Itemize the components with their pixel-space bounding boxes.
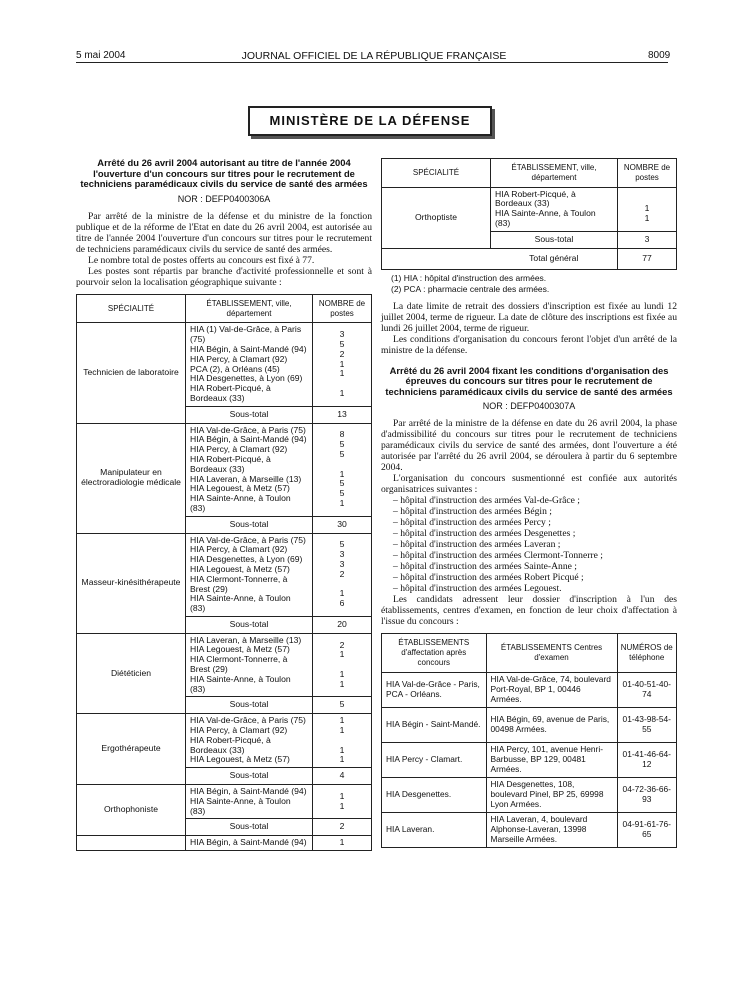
col-header-nombre: NOMBRE de postes bbox=[313, 294, 372, 323]
list-item: – hôpital d'instruction des armées Robert Picqué ; bbox=[393, 572, 677, 583]
col-header-affectation: ÉTABLISSEMENTS d'affectation après concours bbox=[382, 634, 487, 672]
arrete1-title: Arrêté du 26 avril 2004 autorisant au titre de l'année 2004 l'ouverture d'un concours sur titres pour le recrutement de techniciens paramédicaux civils du service de santé des armées bbox=[80, 157, 368, 190]
table-row bbox=[382, 742, 677, 777]
subtotal-value: 5 bbox=[313, 697, 372, 714]
centre-cell: HIA Bégin, 69, avenue de Paris, 00498 Armées. bbox=[486, 707, 617, 742]
subtotal-label: Sous-total bbox=[186, 406, 313, 423]
col-header-telephone: NUMÉROS de téléphone bbox=[617, 634, 677, 672]
ministry-title: MINISTÈRE DE LA DÉFENSE bbox=[248, 106, 492, 136]
etablissement-cell: HIA Bégin, à Saint-Mandé (94) HIA Sainte-Anne, à Toulon (83) bbox=[186, 785, 313, 819]
specialite-cell: Diététicien bbox=[77, 633, 186, 714]
telephone-cell: 04-72-36-66-93 bbox=[617, 777, 677, 812]
arrete1-nor: NOR : DEFP0400306A bbox=[177, 193, 271, 204]
specialite-cell: Ergothérapeute bbox=[77, 714, 186, 785]
table-row bbox=[382, 777, 677, 812]
list-item: – hôpital d'instruction des armées Bégin ; bbox=[393, 506, 677, 517]
list-item: – hôpital d'instruction des armées Clermont-Tonnerre ; bbox=[393, 550, 677, 561]
orthoptiste-table bbox=[381, 158, 677, 270]
right-column bbox=[381, 158, 677, 848]
specialite-cell: Orthoptiste bbox=[382, 187, 491, 248]
subtotal-label: Sous-total bbox=[186, 516, 313, 533]
hopitaux-list bbox=[381, 495, 677, 594]
telephone-cell: 01-41-46-64-12 bbox=[617, 742, 677, 777]
postes-table bbox=[76, 294, 372, 851]
subtotal-label: Sous-total bbox=[186, 768, 313, 785]
total-label: Total général bbox=[491, 248, 618, 269]
nombre-cell: 1 bbox=[313, 836, 372, 851]
nombre-cell: 2 1 1 1 bbox=[313, 633, 372, 697]
col-header-etablissement: ÉTABLISSEMENT, ville, département bbox=[186, 294, 313, 323]
table-row bbox=[382, 707, 677, 742]
specialite-cell bbox=[77, 836, 186, 851]
telephone-cell: 01-40-51-40-74 bbox=[617, 672, 677, 707]
telephone-cell: 01-43-98-54-55 bbox=[617, 707, 677, 742]
affectation-cell: HIA Val-de-Grâce - Paris, PCA - Orléans. bbox=[382, 672, 487, 707]
subtotal-value: 30 bbox=[313, 516, 372, 533]
affectation-cell: HIA Desgenettes. bbox=[382, 777, 487, 812]
header-rule bbox=[76, 62, 668, 63]
note-1: (1) HIA : hôpital d'instruction des armées. bbox=[391, 272, 547, 283]
subtotal-value: 2 bbox=[313, 819, 372, 836]
centres-table bbox=[381, 633, 677, 847]
nombre-cell: 1 1 bbox=[618, 187, 677, 231]
affectation-cell: HIA Percy - Clamart. bbox=[382, 742, 487, 777]
specialite-cell: Technicien de laboratoire bbox=[77, 323, 186, 423]
col-header-etablissement: ÉTABLISSEMENT, ville, département bbox=[491, 159, 618, 188]
note-2: (2) PCA : pharmacie centrale des armées. bbox=[391, 283, 550, 294]
etablissement-cell: HIA Val-de-Grâce, à Paris (75) HIA Bégin, à Saint-Mandé (94) HIA Percy, à Clamart (92) HIA Robert-Picqué, à Bordeaux (33) HIA Laveran, à Marseille (13) HIA Legouest, à Metz (57) HIA Sainte-Anne, à Toulon (83) bbox=[186, 423, 313, 516]
arrete1-paragraph: Par arrêté de la ministre de la défense et du ministre de la fonction publique et de la réforme de l'Etat en date du 26 avril 2004, est autorisée au titre de l'année 2004 l'ouverture d'un concours sur titres pour le recrutement de techniciens paramédicaux civils du service de santé des armées. bbox=[76, 210, 372, 255]
subtotal-label: Sous-total bbox=[186, 616, 313, 633]
left-column bbox=[76, 158, 372, 851]
header-date: 5 mai 2004 bbox=[76, 50, 126, 61]
arrete1-paragraph: Les postes sont répartis par branche d'activité professionnelle et sont à pourvoir selon la localisation géographique suivante : bbox=[76, 265, 372, 288]
col-header-nombre: NOMBRE de postes bbox=[618, 159, 677, 188]
col-header-specialite: SPÉCIALITÉ bbox=[77, 294, 186, 323]
total-value: 77 bbox=[618, 248, 677, 269]
centre-cell: HIA Desgenettes, 108, boulevard Pinel, BP 25, 69998 Lyon Armées. bbox=[486, 777, 617, 812]
etablissement-cell: HIA Val-de-Grâce, à Paris (75) HIA Percy, à Clamart (92) HIA Robert-Picqué, à Bordeaux (33) HIA Legouest, à Metz (57) bbox=[186, 714, 313, 768]
arrete2-paragraph: Les candidats adressent leur dossier d'inscription à l'un des établissements, centres d'examen, en fonction de leur choix d'affectation à l'issue du concours : bbox=[381, 594, 677, 628]
list-item: – hôpital d'instruction des armées Sainte-Anne ; bbox=[393, 561, 677, 572]
header-page-number: 8009 bbox=[648, 50, 671, 61]
subtotal-value: 4 bbox=[313, 768, 372, 785]
nombre-cell: 3 5 2 1 1 1 bbox=[313, 323, 372, 406]
nombre-cell: 5 3 3 2 1 6 bbox=[313, 533, 372, 616]
arrete2-nor: NOR : DEFP0400307A bbox=[482, 401, 576, 412]
table-row bbox=[382, 672, 677, 707]
list-item: – hôpital d'instruction des armées Laveran ; bbox=[393, 539, 677, 550]
header-journal: JOURNAL OFFICIEL DE LA RÉPUBLIQUE FRANÇAISE bbox=[241, 50, 507, 62]
affectation-cell: HIA Laveran. bbox=[382, 812, 487, 847]
nombre-cell: 1 1 bbox=[313, 785, 372, 819]
arrete2-paragraph: L'organisation du concours susmentionné est confiée aux autorités organisatrices suivantes : bbox=[381, 473, 677, 496]
arrete2-paragraph: Par arrêté de la ministre de la défense en date du 26 avril 2004, la phase d'admissibilité du concours sur titres pour le recrutement de techniciens paramédicaux civils du service de santé des armées, dont l'ouverture a été autorisée par l'arrêté du 26 avril 2004, se déroulera à partir du 6 septembre 2004. bbox=[381, 418, 677, 474]
subtotal-label: Sous-total bbox=[186, 697, 313, 714]
table-row bbox=[382, 812, 677, 847]
subtotal-value: 13 bbox=[313, 406, 372, 423]
nombre-cell: 8 5 5 1 5 5 1 bbox=[313, 423, 372, 516]
col-header-centres: ÉTABLISSEMENTS Centres d'examen bbox=[486, 634, 617, 672]
centre-cell: HIA Percy, 101, avenue Henri-Barbusse, BP 129, 00481 Armées. bbox=[486, 742, 617, 777]
subtotal-label: Sous-total bbox=[491, 231, 618, 248]
right-paragraph: La date limite de retrait des dossiers d'inscription est fixée au lundi 12 juillet 2004, terme de rigueur. La date de clôture des inscriptions est fixée au lundi 26 juillet 2004, terme de rigueur. bbox=[381, 300, 677, 334]
telephone-cell: 04-91-61-76-65 bbox=[617, 812, 677, 847]
right-paragraph: Les conditions d'organisation du concours feront l'objet d'un arrêté de la ministre de la défense. bbox=[381, 333, 677, 356]
specialite-cell: Manipulateur en électroradiologie médicale bbox=[77, 423, 186, 533]
specialite-cell: Orthophoniste bbox=[77, 785, 186, 836]
etablissement-cell: HIA Val-de-Grâce, à Paris (75) HIA Percy, à Clamart (92) HIA Desgenettes, à Lyon (69) HIA Legouest, à Metz (57) HIA Clermont-Tonnerre, à Brest (29) HIA Sainte-Anne, à Toulon (83) bbox=[186, 533, 313, 616]
etablissement-cell: HIA Robert-Picqué, à Bordeaux (33) HIA Sainte-Anne, à Toulon (83) bbox=[491, 187, 618, 231]
centre-cell: HIA Laveran, 4, boulevard Alphonse-Laveran, 13998 Marseille Armées. bbox=[486, 812, 617, 847]
arrete1-paragraph: Le nombre total de postes offerts au concours est fixé à 77. bbox=[88, 254, 315, 266]
list-item: – hôpital d'instruction des armées Legouest. bbox=[393, 583, 677, 594]
specialite-cell: Masseur-kinésithérapeute bbox=[77, 533, 186, 633]
list-item: – hôpital d'instruction des armées Percy ; bbox=[393, 517, 677, 528]
centre-cell: HIA Val-de-Grâce, 74, boulevard Port-Royal, BP 1, 00446 Armées. bbox=[486, 672, 617, 707]
list-item: – hôpital d'instruction des armées Desgenettes ; bbox=[393, 528, 677, 539]
subtotal-label: Sous-total bbox=[186, 819, 313, 836]
arrete2-title: Arrêté du 26 avril 2004 fixant les conditions d'organisation des épreuves du concours sur titres pour le recrutement de techniciens paramédicaux civils du service de santé des armées bbox=[385, 364, 673, 397]
nombre-cell: 1 1 1 1 bbox=[313, 714, 372, 768]
col-header-specialite: SPÉCIALITÉ bbox=[382, 159, 491, 188]
affectation-cell: HIA Bégin - Saint-Mandé. bbox=[382, 707, 487, 742]
subtotal-value: 3 bbox=[618, 231, 677, 248]
subtotal-value: 20 bbox=[313, 616, 372, 633]
list-item: – hôpital d'instruction des armées Val-de-Grâce ; bbox=[393, 495, 677, 506]
etablissement-cell: HIA Laveran, à Marseille (13) HIA Legouest, à Metz (57) HIA Clermont-Tonnerre, à Brest (29) HIA Sainte-Anne, à Toulon (83) bbox=[186, 633, 313, 697]
etablissement-cell: HIA (1) Val-de-Grâce, à Paris (75) HIA Bégin, à Saint-Mandé (94) HIA Percy, à Clamart (92) PCA (2), à Orléans (45) HIA Desgenettes, à Lyon (69) HIA Robert-Picqué, à Bordeaux (33) bbox=[186, 323, 313, 406]
etablissement-cell: HIA Bégin, à Saint-Mandé (94) bbox=[186, 836, 313, 851]
table-notes bbox=[391, 273, 677, 295]
